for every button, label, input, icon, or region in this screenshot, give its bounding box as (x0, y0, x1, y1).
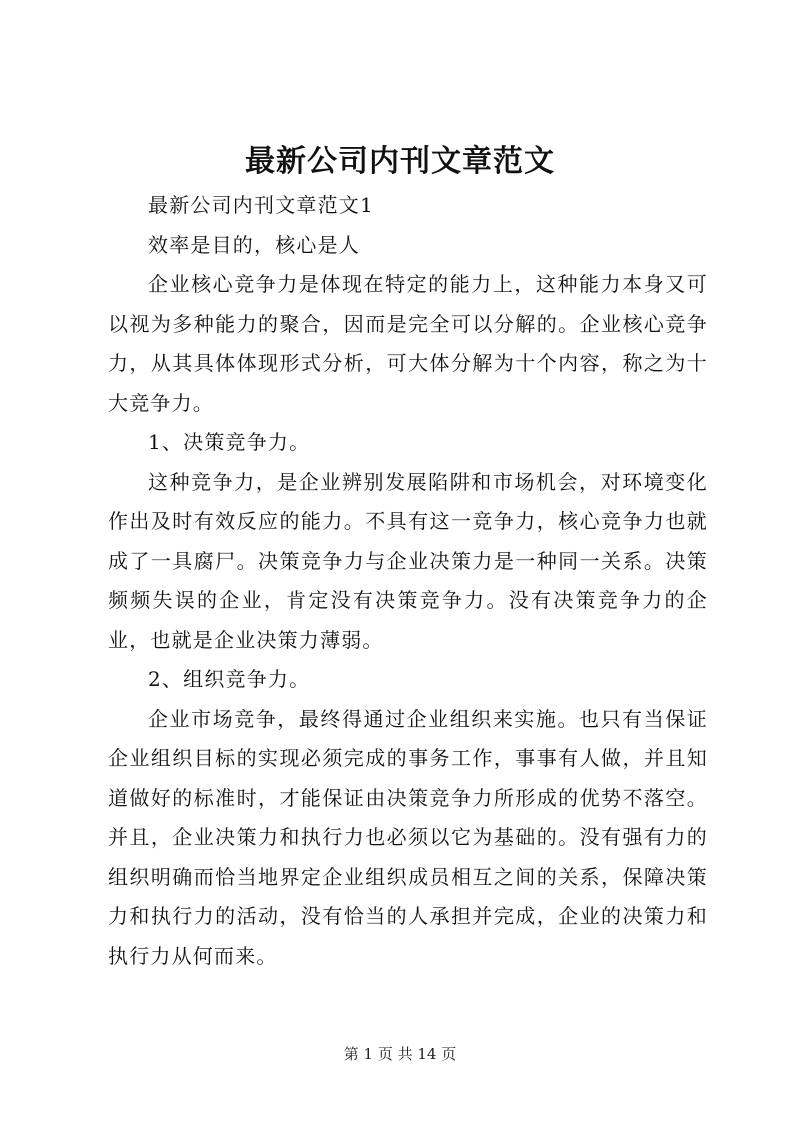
page-number-footer: 第 1 页 共 14 页 (343, 1045, 457, 1063)
document-title: 最新公司内刊文章范文 (245, 144, 555, 179)
paragraph-decision: 这种竞争力，是企业辨别发展陷阱和市场机会，对环境变化作出及时有效反应的能力。不具有这一竞争力，核心竞争力也就成了一具腐尸。决策竞争力与企业决策力是一种同一关系。决策频频失误的企业，肯定没有决策竞争力。没有决策竞争力的企业，也就是企业决策力薄弱。 (108, 469, 708, 652)
paragraph-organization: 企业市场竞争，最终得通过企业组织来实施。也只有当保证企业组织目标的实现必须完成的事务工作，事事有人做，并且知道做好的标准时，才能保证由决策竞争力所形成的优势不落空。并且，企业决策力和执行力也必须以它为基础的。没有强有力的组织明确而恰当地界定企业组织成员相互之间的关系，保障决策力和执行力的活动，没有恰当的人承担并完成，企业的决策力和执行力从何而来。 (108, 706, 708, 968)
document-body (108, 186, 708, 976)
section-heading-decision: 1、决策竞争力。 (148, 430, 311, 454)
paragraph-intro: 企业核心竞争力是体现在特定的能力上，这种能力本身又可以视为多种能力的聚合，因而是完全可以分解的。企业核心竞争力，从其具体体现形式分析，可大体分解为十个内容，称之为十大竞争力。 (108, 272, 708, 415)
paragraph-subtitle: 最新公司内刊文章范文1 (148, 193, 374, 217)
section-heading-organization: 2、组织竞争力。 (148, 667, 311, 691)
paragraph-heading: 效率是目的，核心是人 (148, 232, 360, 257)
